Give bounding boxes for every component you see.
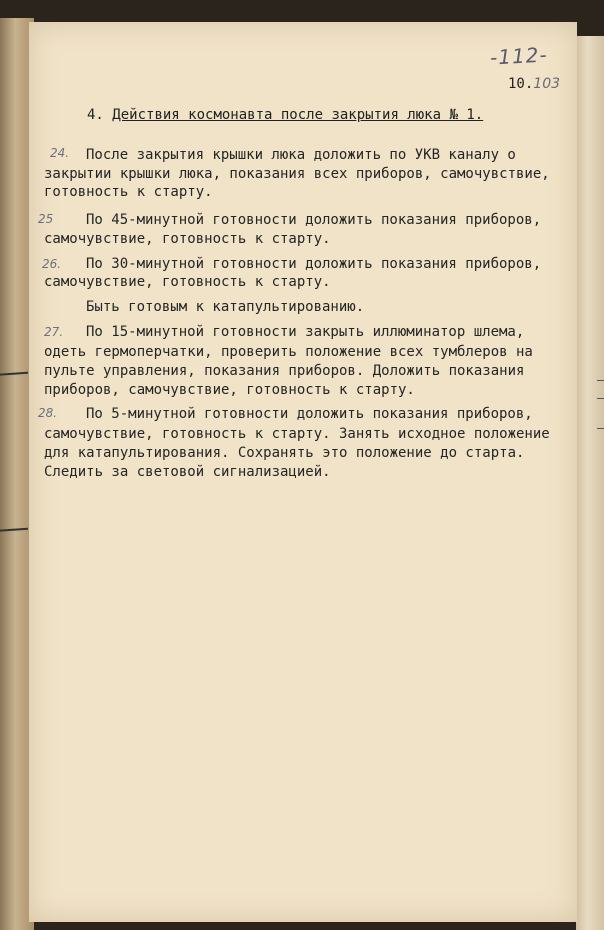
paragraph-line: После закрытия крышки люка доложить по УКВ каналу о (86, 147, 516, 163)
paragraph-line: пульте управления, показания приборов. Доложить показания (44, 363, 525, 379)
paragraph-line: По 5-минутной готовности доложить показания приборов, (86, 406, 533, 422)
paragraph-line: одеть гермоперчатки, проверить положение всех тумблеров на (44, 344, 533, 360)
paragraph-line: готовность к старту. (44, 184, 213, 200)
paragraph-line: самочувствие, готовность к старту. (44, 231, 331, 247)
paragraph-line: Быть готовым к катапультированию. (86, 299, 365, 315)
paragraph-line: По 45-минутной готовности доложить показания приборов, (86, 212, 542, 228)
margin-number: 28. (38, 406, 58, 420)
heading-number: 4. (87, 107, 104, 123)
stacked-page-edges (576, 36, 604, 930)
heading-title: Действия космонавта после закрытия люка (112, 107, 442, 123)
heading-suffix: № 1. (449, 107, 484, 123)
folio-typed: 10. (508, 76, 534, 92)
paragraph-line: По 30-минутной готовности доложить показания приборов, (86, 256, 542, 272)
section-heading (87, 107, 483, 123)
paragraph-line: самочувствие, готовность к старту. (44, 274, 331, 290)
margin-number: 24. (50, 146, 70, 160)
folio-number (508, 76, 560, 92)
edge-mark (597, 380, 604, 381)
edge-mark (597, 398, 604, 399)
edge-mark (597, 428, 604, 429)
paragraph-line: для катапультирования. Сохранять это положение до старта. (44, 445, 525, 461)
paragraph-line: По 15-минутной готовности закрыть иллюминатор шлема, (86, 324, 525, 340)
margin-number: 27. (44, 325, 64, 339)
paragraph-line: приборов, самочувствие, готовность к старту. (44, 382, 415, 398)
paragraph-line: закрытии крышки люка, показания всех приборов, самочувствие, (44, 166, 550, 182)
folio-handwritten: 103 (533, 76, 561, 92)
margin-number: 25 (38, 212, 54, 226)
paragraph-line: самочувствие, готовность к старту. Занять исходное положение (44, 426, 550, 442)
paragraph-line: Следить за световой сигнализацией. (44, 464, 331, 480)
handwritten-page-number: -112- (489, 42, 549, 70)
margin-number: 26. (42, 257, 62, 271)
